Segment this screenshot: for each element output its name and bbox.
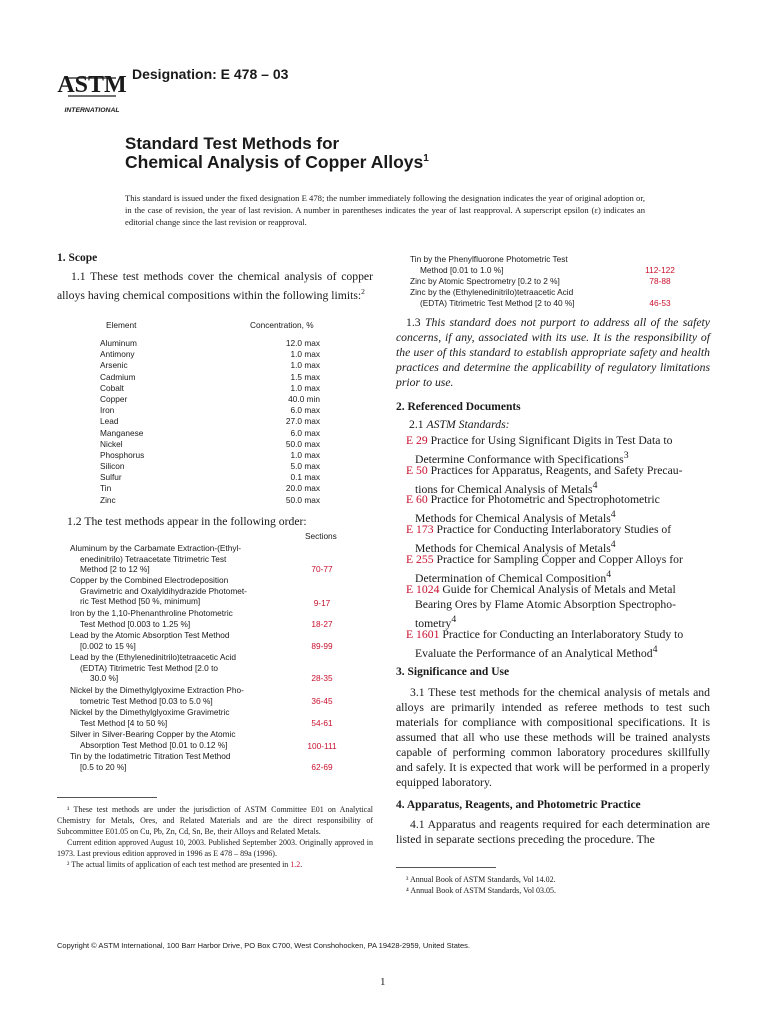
logo-subtext: INTERNATIONAL [64, 107, 120, 114]
section-link[interactable]: 89-99 [311, 641, 333, 651]
element-name: Copper [100, 393, 128, 404]
element-name: Cobalt [100, 382, 124, 393]
reference-item: E 29 Practice for Using Significant Digits in Test Data to Determine Conformance with Specifications$^3$ [406, 434, 673, 466]
reference-link[interactable]: E 1601 [406, 628, 440, 641]
method-entry: Tin by the Phenylfluorone Photometric Test Method [0.01 to 1.0 %] [410, 254, 568, 275]
element-value: 20.0 max [285, 483, 320, 494]
footnote-2: ² The actual limits of application of each test method are presented in 1.2. [67, 860, 303, 869]
section-link[interactable]: 62-69 [311, 762, 333, 772]
footnotes-right [406, 874, 556, 896]
astm-logo [57, 58, 127, 116]
element-name: Aluminum [100, 338, 137, 348]
footnote-1: ¹ These test methods are under the jurisdiction of ASTM Committee E01 on Analytical Chemistry for Metals, Ores, and Related Materials and are the direct responsibility of Subcommittee E01.05 on Cu, Pb, Zn, Cd, Sn, Be, their Alloys and Related Metals. [57, 805, 373, 836]
reference-item: E 1024 Guide for Chemical Analysis of Metals and Metal Bearing Ores by Flame Atomic Absorption Spectropho- tometry$^4$ [406, 583, 676, 630]
element-name: Arsenic [100, 360, 128, 371]
footnotes-left [57, 804, 373, 870]
apparatus-paragraph: 4.1 Apparatus and reagents required for each determination are listed in separate sections preceding the procedure. The [396, 818, 710, 846]
reference-item: E 1601 Practice for Conducting an Interlaboratory Study to Evaluate the Performance of an Analytical Method$^4$ [406, 628, 684, 660]
footnote-1b: Current edition approved August 10, 2003. Published September 2003. Originally approved in 1973. Last previous edition approved in 1996 as E 478 – 89a (1996). [57, 838, 373, 858]
element-name: Manganese [100, 427, 144, 438]
apparatus-heading: 4. Apparatus, Reagents, and Photometric Practice [396, 799, 641, 811]
method-entry: Silver in Silver-Bearing Copper by the Atomic Absorption Test Method [0.01 to 0.12 %] [70, 729, 236, 750]
element-value: 1.0 max [290, 349, 320, 360]
footnote-rule [57, 797, 157, 798]
section-link[interactable]: 28-35 [311, 673, 333, 683]
astm-standards-label: 2.1 ASTM Standards: [409, 418, 510, 431]
footnote-4: ⁴ Annual Book of ASTM Standards, Vol 03.05. [406, 886, 557, 895]
footnote-2-link[interactable]: 1.2 [290, 860, 301, 869]
element-names [100, 338, 144, 506]
element-value: 1.5 max [290, 371, 320, 382]
element-value: 1.0 max [290, 449, 320, 460]
section-link[interactable]: 100-111 [307, 741, 337, 751]
page-number: 1 [380, 976, 386, 988]
reference-link[interactable]: E 60 [406, 493, 428, 506]
method-entry: Nickel by the Dimethylglyoxime Gravimetric Test Method [4 to 50 %] [70, 707, 230, 728]
element-name: Tin [100, 483, 112, 494]
reference-item: E 50 Practices for Apparatus, Reagents, and Safety Precau- tions for Chemical Analysis of Metals$^4$ [406, 464, 683, 496]
reference-link[interactable]: E 255 [406, 553, 434, 566]
method-entry: Copper by the Combined Electrodeposition Gravimetric and Oxalyldihydrazide Photomet- ric Test Method [50 %, minimum] [70, 575, 247, 607]
section-link[interactable]: 18-27 [311, 619, 333, 629]
footnote-3: ³ Annual Book of ASTM Standards, Vol 14.02. [406, 875, 556, 884]
element-value: 27.0 max [285, 416, 320, 427]
element-name: Lead [100, 416, 119, 427]
significance-heading: 3. Significance and Use [396, 666, 510, 678]
method-entry: Aluminum by the Carbamate Extraction-(Ethyl- enedinitrilo) Tetraacetate Titrimetric Test Method [2 to 12 %] [70, 543, 242, 575]
referenced-documents-heading: 2. Referenced Documents [396, 401, 521, 413]
reference-link[interactable]: E 173 [406, 523, 434, 536]
title-line-1: Standard Test Methods for [125, 134, 340, 153]
reference-item: E 173 Practice for Conducting Interlaboratory Studies of Methods for Chemical Analysis of Metals$^4$ [406, 523, 672, 555]
sections-header: Sections [305, 531, 337, 541]
method-entry: Lead by the (Ethylenedinitrilo)tetraacetic Acid (EDTA) Titrimetric Test Method [2.0 to 30.0 %] [70, 652, 237, 684]
method-entry: Zinc by Atomic Spectrometry [0.2 to 2 %] [410, 276, 560, 286]
element-name: Phosphorus [100, 449, 145, 460]
element-value: 50.0 max [285, 494, 320, 505]
method-entry: Zinc by the (Ethylenedinitrilo)tetraacetic Acid (EDTA) Titrimetric Test Method [2 to 40 %] [410, 287, 575, 308]
preamble: This standard is issued under the fixed designation E 478; the number immediately following the designation indicates the year of original adoption or, in the case of revision, the year of last revision. A number in parentheses indicates the year of last reapproval. A superscript epsilon (ε) indicates an editorial change since the last revision or reapproval. [125, 193, 645, 227]
footnote-rule-right [396, 867, 496, 868]
element-name: Antimony [100, 349, 135, 360]
element-value: 12.0 max [285, 338, 320, 348]
section-link[interactable]: 112-122 [645, 265, 675, 275]
section-link[interactable]: 9-17 [313, 598, 331, 608]
logo-mark: ASTM [57, 72, 127, 98]
element-name: Iron [100, 405, 115, 416]
reference-link[interactable]: E 50 [406, 464, 428, 477]
designation: Designation: E 478 – 03 [132, 66, 289, 82]
title-line-2: Chemical Analysis of Copper Alloys$^1$ [125, 152, 429, 172]
element-value: 40.0 min [288, 393, 320, 404]
reference-link[interactable]: E 1024 [406, 583, 440, 596]
element-header: Element [106, 320, 137, 330]
section-link[interactable]: 36-45 [311, 696, 333, 706]
copyright: Copyright © ASTM International, 100 Barr Harbor Drive, PO Box C700, West Conshohocken, PA 19428-2959, United States. [57, 941, 470, 950]
element-value: 1.0 max [290, 382, 320, 393]
significance-paragraph: 3.1 These test methods for the chemical analysis of metals and alloys are primarily intended as referee methods to test such materials for compliance with compositional specifications. It is assumed that all who use these methods will be trained analysts capable of performing common laboratory procedures skillfully and safely. It is expected that work will be performed in a properly equipped laboratory. [396, 686, 710, 789]
element-value: 6.0 max [290, 405, 320, 416]
reference-item: E 255 Practice for Sampling Copper and Copper Alloys for Determination of Chemical Composition$^4$ [406, 553, 683, 585]
concentration-header: Concentration, % [250, 320, 314, 330]
element-name: Silicon [100, 461, 125, 472]
method-entry: Lead by the Atomic Absorption Test Method [0.002 to 15 %] [70, 630, 230, 651]
element-name: Cadmium [100, 371, 136, 382]
element-name: Nickel [100, 438, 123, 449]
scope-heading: 1. Scope [57, 252, 98, 264]
element-value: 0.1 max [290, 472, 320, 483]
scope-paragraph-1: 1.1 These test methods cover the chemical analysis of copper alloys having chemical compositions within the following limits:$^2$ [57, 270, 373, 302]
element-value: 50.0 max [285, 438, 320, 449]
section-link[interactable]: 46-53 [649, 298, 671, 308]
method-entry: Nickel by the Dimethylglyoxime Extraction Pho- tometric Test Method [0.03 to 5.0 %] [70, 685, 244, 706]
element-values [240, 338, 320, 506]
section-link[interactable]: 78-88 [649, 276, 671, 286]
section-link[interactable]: 54-61 [311, 718, 333, 728]
element-name: Sulfur [100, 472, 122, 483]
method-entry: Tin by the Iodatimetric Titration Test Method [0.5 to 20 %] [70, 751, 231, 772]
element-value: 5.0 max [290, 461, 320, 472]
element-value: 6.0 max [290, 427, 320, 438]
section-link[interactable]: 70-77 [311, 564, 333, 574]
element-value: 1.0 max [290, 360, 320, 371]
method-entry: Iron by the 1,10-Phenanthroline Photometric Test Method [0.003 to 1.25 %] [70, 608, 233, 629]
scope-paragraph-3: 1.3 This standard does not purport to address all of the safety concerns, if any, associated with its use. It is the responsibility of the user of this standard to establish appropriate safety and health practices and determine the applicability of regulatory limitations prior to use. [396, 316, 710, 389]
scope-paragraph-2: 1.2 The test methods appear in the following order: [67, 515, 307, 528]
reference-item: E 60 Practice for Photometric and Spectrophotometric Methods for Chemical Analysis of Metals$^4$ [406, 493, 660, 525]
element-name: Zinc [100, 494, 116, 505]
reference-link[interactable]: E 29 [406, 434, 428, 447]
